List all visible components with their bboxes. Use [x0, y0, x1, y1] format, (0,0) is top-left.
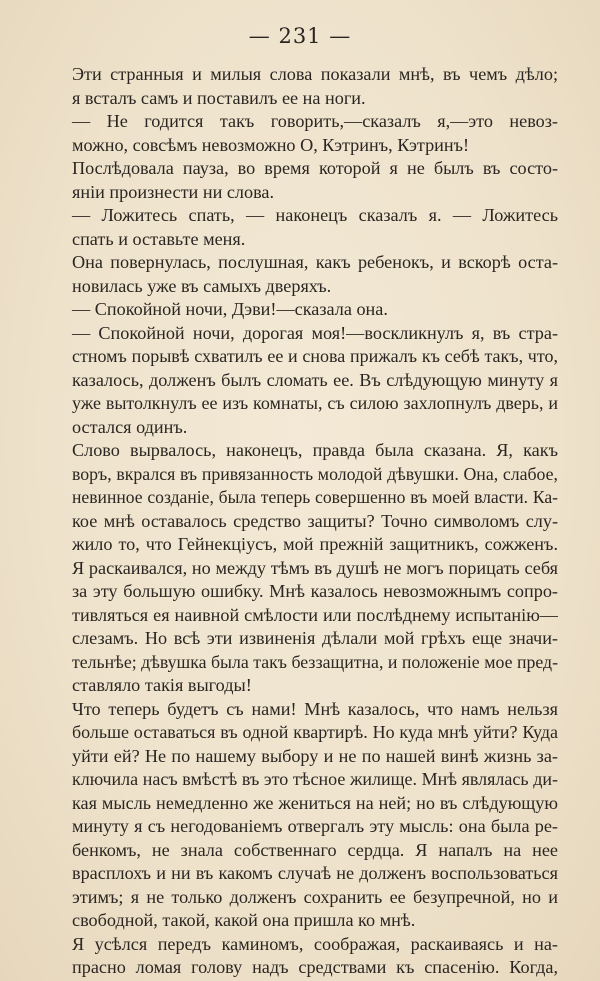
text-line: тельнѣе; дѣвушка была такъ беззащитна, и положеніе мое пред- — [72, 651, 558, 672]
page-number: — 231 — — [248, 24, 352, 48]
text-line: — Спокойной ночи, Дэви!—сказала она. — [72, 299, 388, 319]
text-line: Слово вырвалось, наконецъ, правда была сказана. Я, какъ — [72, 440, 558, 460]
text-line: я всталъ самъ и поставилъ ее на ноги. — [72, 87, 366, 108]
text-line: кое мнѣ оставалось средство защиты? Точно символомъ слу- — [72, 510, 558, 531]
text-line: бенкомъ, не знала собственнаго сердца. Я напалъ на нее — [72, 839, 558, 860]
text-line: тивляться ея наивной смѣлости или послѣднему испытанію— — [72, 604, 558, 625]
text-line: спать и оставьте меня. — [72, 228, 246, 249]
text-line: остался одинъ. — [72, 416, 188, 437]
text-line: Она повернулась, послушная, какъ ребенокъ, и вскорѣ оста- — [72, 252, 558, 272]
text-line: больше оставаться въ одной квартирѣ. Но куда мнѣ уйти? Куда — [72, 722, 558, 742]
text-line: за эту большую ошибку. Мнѣ казалось невозможнымъ сопро- — [72, 581, 558, 601]
text-line: прасно ломая голову надъ средствами къ спасенію. Когда, — [72, 957, 558, 977]
text-line: Эти странныя и милыя слова показали мнѣ, въ чемъ дѣло; — [72, 64, 558, 84]
text-line: Я раскаивался, но между тѣмъ въ душѣ не могъ порицать себя — [72, 557, 558, 578]
text-line: новилась уже въ самыхъ дверяхъ. — [72, 275, 332, 296]
text-line: яніи произнести ни слова. — [72, 181, 275, 202]
text-line: минуту я съ негодованіемъ отвергалъ эту мысль: она была ре- — [72, 816, 558, 836]
text-line: невинное созданіе, была теперь совершенно въ моей власти. Ка- — [72, 487, 558, 507]
text-line: кая мысль немедленно же жениться на ней; но въ слѣдующую — [72, 792, 558, 813]
text-line: можно, совсѣмъ невозможно О, Кэтринъ, Кэтринъ! — [72, 134, 470, 155]
text-line: жило то, что Гейнекціусъ, мой прежній защитникъ, сожженъ. — [72, 534, 558, 554]
text-line: Что теперь будетъ съ нами! Мнѣ казалось, что намъ нельзя — [72, 698, 558, 719]
text-line: Послѣдовала пауза, во время которой я не былъ въ состо- — [72, 158, 558, 178]
text-line: слезамъ. Но всѣ эти извиненія дѣлали мой грѣхъ еще значи- — [72, 628, 558, 648]
text-line: воръ, вкрался въ привязанность молодой дѣвушки. Она, слабое, — [72, 463, 558, 484]
text-line: врасплохъ и ни въ какомъ случаѣ не долженъ воспользоваться — [72, 863, 558, 883]
text-line: свободной, такой, какой она пришла ко мнѣ. — [72, 910, 416, 930]
text-line: казалось, долженъ былъ сломать ее. Въ слѣдующую минуту я — [72, 369, 558, 390]
text-line: стномъ порывѣ схватилъ ее и снова прижалъ къ себѣ такъ, что, — [72, 346, 558, 366]
text-line: — Не годится такъ говорить,—сказалъ я,—это невоз- — [72, 111, 558, 131]
text-line: уже вытолкнулъ ее изъ комнаты, съ силою захлопнулъ дверь, и — [72, 393, 558, 413]
text-line: — Спокойной ночи, дорогая моя!—воскликнулъ я, въ стра- — [72, 322, 558, 343]
text-line: уйти ей? Не по нашему выбору и не по нашей винѣ жизнь за- — [72, 745, 558, 766]
text-line: — Ложитесь спать, — наконецъ сказалъ я. — Ложитесь — [72, 205, 558, 225]
text-line: Я усѣлся передъ каминомъ, соображая, раскаиваясь и на- — [72, 933, 558, 954]
text-line: ключила насъ вмѣстѣ въ это тѣсное жилище. Мнѣ являлась ди- — [72, 769, 558, 789]
body-text — [72, 63, 558, 980]
text-line: этимъ; я не только долженъ сохранить ее безупречной, но и — [72, 886, 558, 907]
text-line: ставляло такія выгоды! — [72, 675, 252, 695]
